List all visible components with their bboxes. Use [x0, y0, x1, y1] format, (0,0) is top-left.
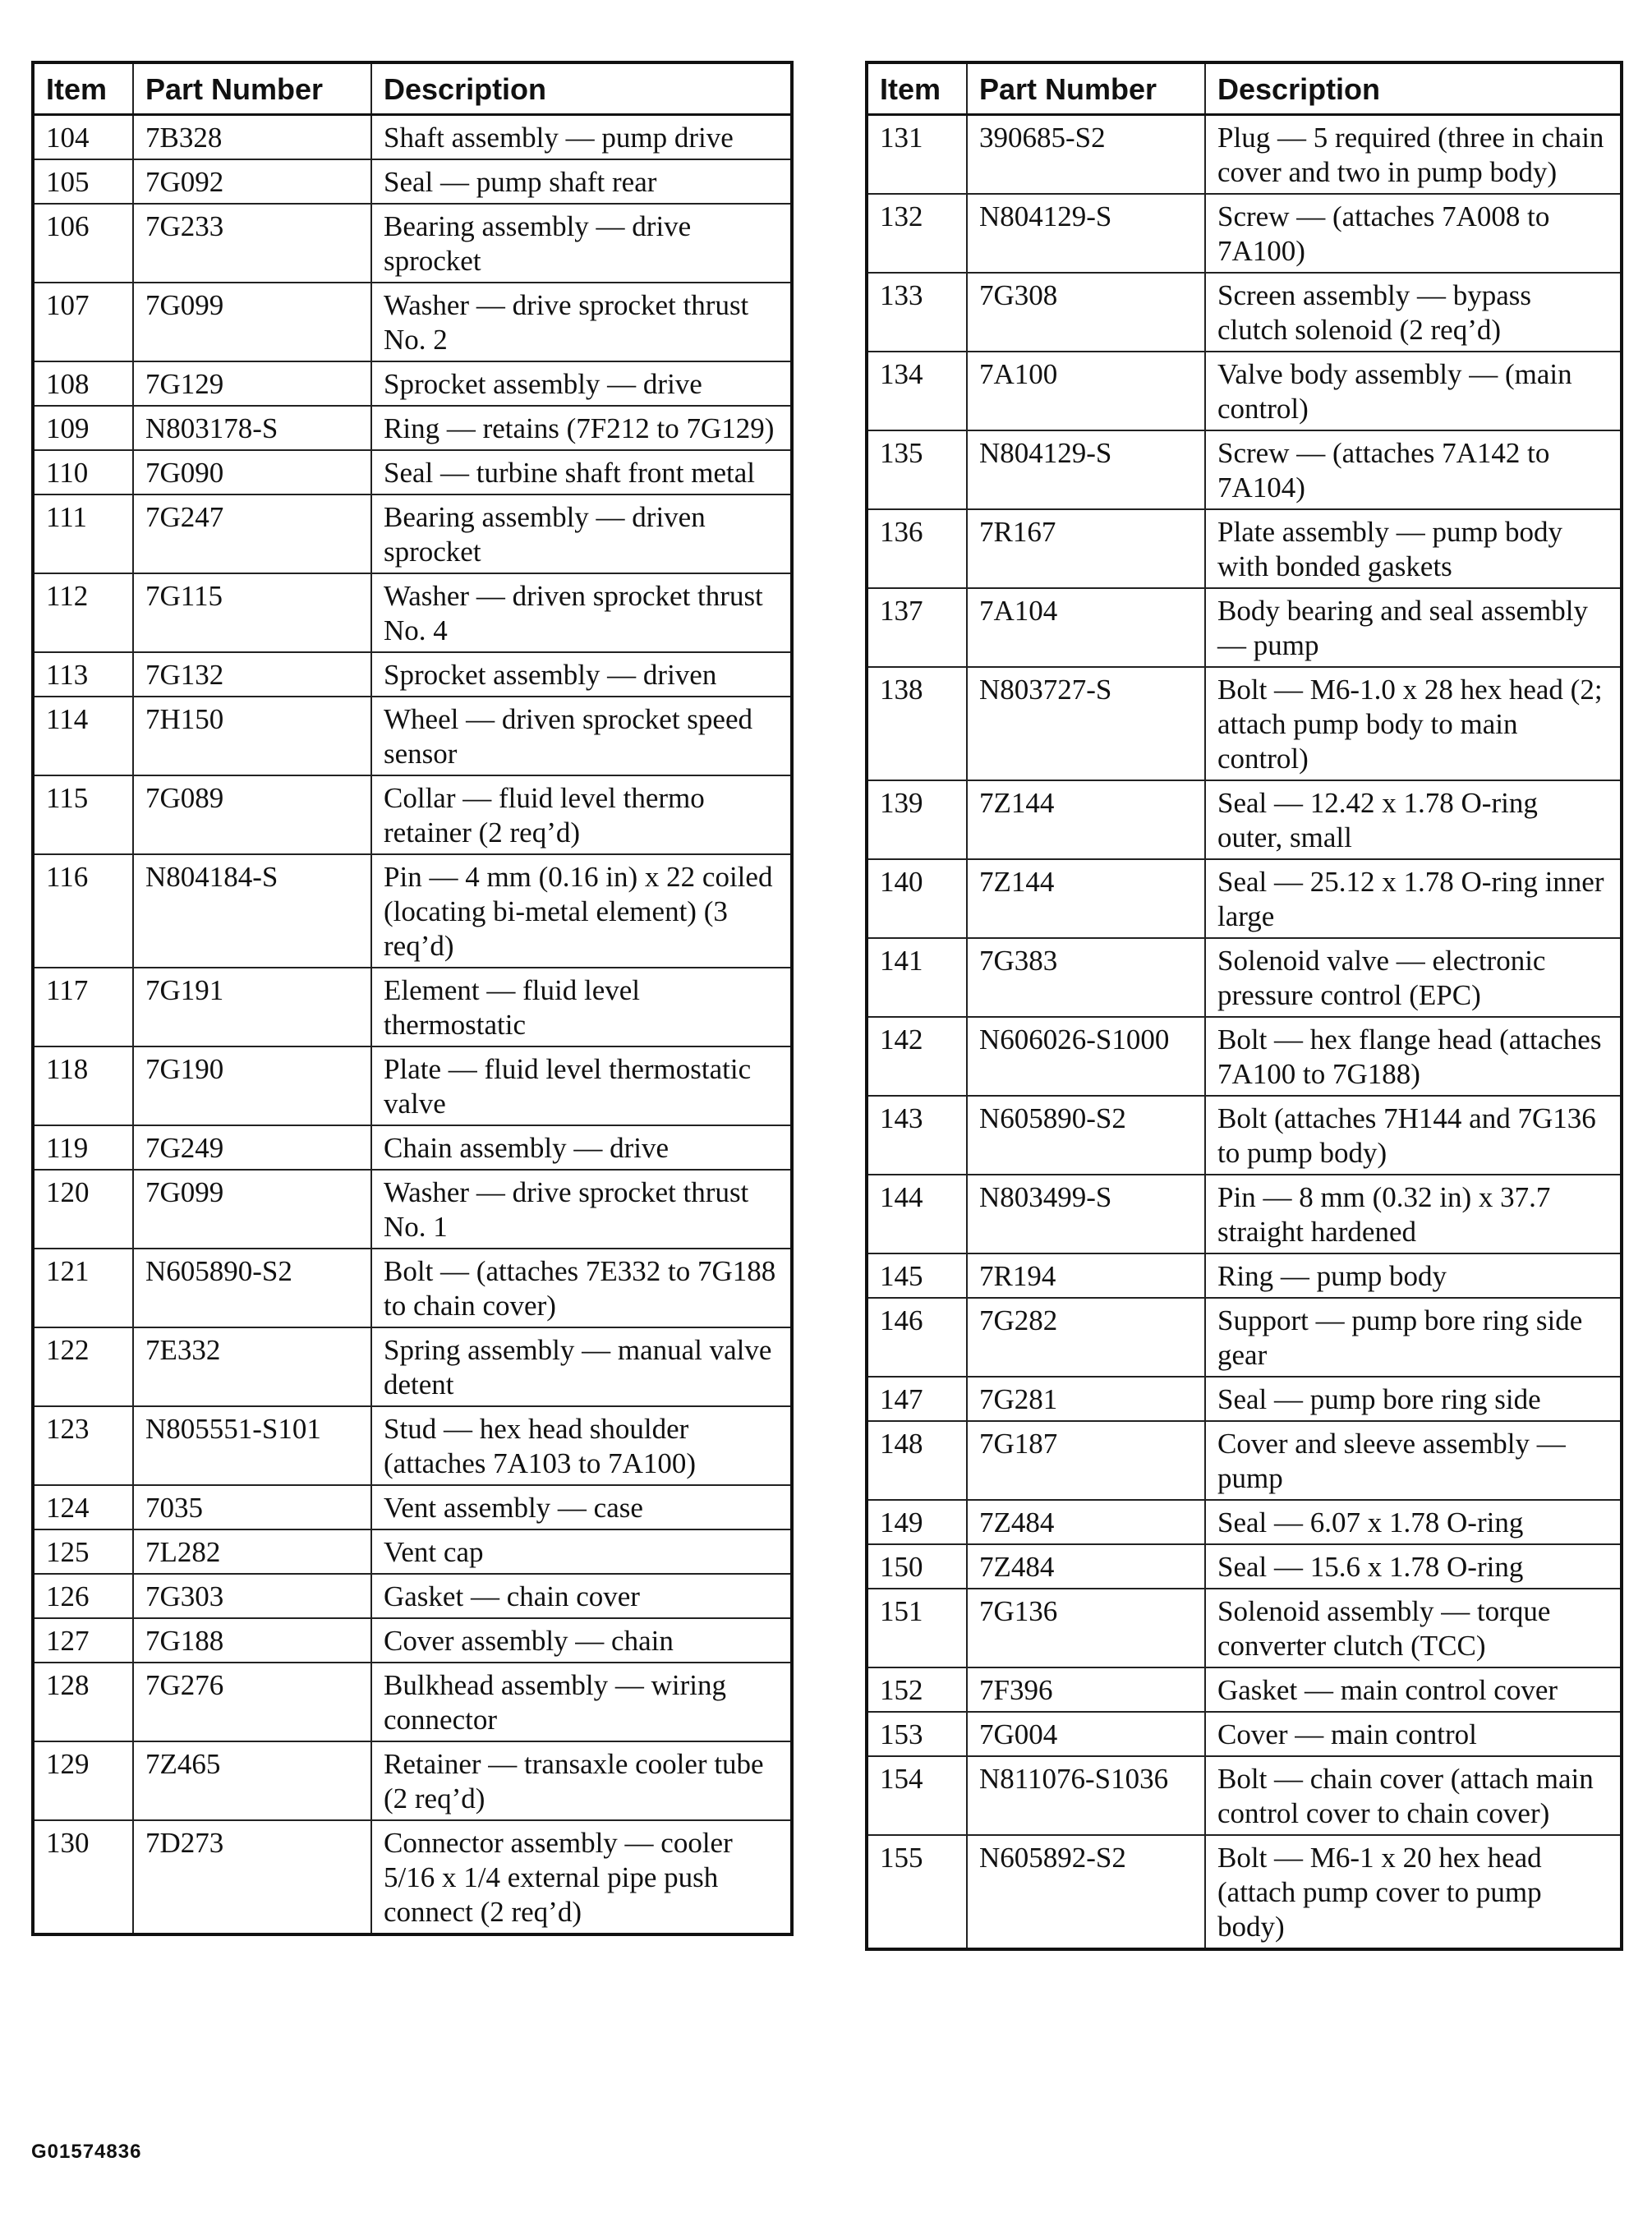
item-number-cell: 124 [33, 1485, 133, 1529]
table-row [33, 1125, 792, 1170]
part-number-cell: N805551-S101 [133, 1406, 371, 1485]
part-number-cell: 7L282 [133, 1529, 371, 1574]
table-row [33, 1046, 792, 1125]
item-number-cell: 154 [867, 1756, 967, 1835]
item-number-cell: 139 [867, 780, 967, 859]
description-cell: Cover assembly — chain [371, 1618, 792, 1663]
part-number-cell: 7G132 [133, 652, 371, 697]
item-number-cell: 120 [33, 1170, 133, 1249]
table-row [867, 1589, 1622, 1667]
part-number-cell: N605892-S2 [967, 1835, 1205, 1949]
description-cell: Screw — (attaches 7A142 to 7A104) [1205, 430, 1622, 509]
item-number-cell: 126 [33, 1574, 133, 1618]
item-number-cell: 125 [33, 1529, 133, 1574]
item-number-cell: 148 [867, 1421, 967, 1500]
description-cell: Shaft assembly — pump drive [371, 115, 792, 160]
item-number-cell: 136 [867, 509, 967, 588]
part-number-cell: 7G249 [133, 1125, 371, 1170]
table-header-row [33, 62, 792, 115]
part-number-cell: 7G233 [133, 204, 371, 283]
table-row [33, 494, 792, 573]
item-number-cell: 131 [867, 115, 967, 195]
item-number-cell: 143 [867, 1096, 967, 1175]
item-number-cell: 107 [33, 283, 133, 361]
item-number-cell: 110 [33, 450, 133, 494]
part-number-cell: 7G247 [133, 494, 371, 573]
table-row [867, 1667, 1622, 1712]
part-number-cell: 7Z144 [967, 859, 1205, 938]
table-row [867, 667, 1622, 780]
description-cell: Body bearing and seal assembly — pump [1205, 588, 1622, 667]
column-header-part-number: Part Number [967, 62, 1205, 115]
table-row [33, 1574, 792, 1618]
table-row [867, 1835, 1622, 1949]
part-number-cell: N804129-S [967, 194, 1205, 273]
description-cell: Ring — pump body [1205, 1253, 1622, 1298]
description-cell: Sprocket assembly — driven [371, 652, 792, 697]
part-number-cell: 7R194 [967, 1253, 1205, 1298]
description-cell: Bolt (attaches 7H144 and 7G136 to pump body) [1205, 1096, 1622, 1175]
description-cell: Bolt — hex flange head (attaches 7A100 to 7G188) [1205, 1017, 1622, 1096]
table-row [33, 361, 792, 406]
item-number-cell: 104 [33, 115, 133, 160]
item-number-cell: 113 [33, 652, 133, 697]
table-row [867, 1096, 1622, 1175]
description-cell: Bolt — chain cover (attach main control cover to chain cover) [1205, 1756, 1622, 1835]
part-number-cell: 7R167 [967, 509, 1205, 588]
table-header-row [867, 62, 1622, 115]
description-cell: Pin — 8 mm (0.32 in) x 37.7 straight hardened [1205, 1175, 1622, 1253]
item-number-cell: 121 [33, 1249, 133, 1327]
item-number-cell: 147 [867, 1377, 967, 1421]
table-row [33, 406, 792, 450]
description-cell: Plate — fluid level thermostatic valve [371, 1046, 792, 1125]
item-number-cell: 114 [33, 697, 133, 775]
part-number-cell: 7G276 [133, 1663, 371, 1741]
item-number-cell: 141 [867, 938, 967, 1017]
column-header-item: Item [33, 62, 133, 115]
table-row [867, 1712, 1622, 1756]
description-cell: Collar — fluid level thermo retainer (2 req’d) [371, 775, 792, 854]
part-number-cell: N803178-S [133, 406, 371, 450]
description-cell: Seal — 25.12 x 1.78 O-ring inner large [1205, 859, 1622, 938]
description-cell: Plate assembly — pump body with bonded gaskets [1205, 509, 1622, 588]
description-cell: Cover — main control [1205, 1712, 1622, 1756]
part-number-cell: 7035 [133, 1485, 371, 1529]
table-row [867, 588, 1622, 667]
description-cell: Chain assembly — drive [371, 1125, 792, 1170]
item-number-cell: 117 [33, 968, 133, 1046]
description-cell: Ring — retains (7F212 to 7G129) [371, 406, 792, 450]
column-header-item: Item [867, 62, 967, 115]
description-cell: Washer — drive sprocket thrust No. 2 [371, 283, 792, 361]
description-cell: Seal — turbine shaft front metal [371, 450, 792, 494]
table-row [33, 697, 792, 775]
item-number-cell: 116 [33, 854, 133, 968]
table-row [867, 1298, 1622, 1377]
part-number-cell: 7E332 [133, 1327, 371, 1406]
item-number-cell: 112 [33, 573, 133, 652]
parts-table-right [865, 61, 1623, 1951]
description-cell: Bulkhead assembly — wiring connector [371, 1663, 792, 1741]
part-number-cell: 7B328 [133, 115, 371, 160]
part-number-cell: 7G115 [133, 573, 371, 652]
table-row [867, 1377, 1622, 1421]
parts-table-left-body [33, 115, 792, 1935]
part-number-cell: 7G004 [967, 1712, 1205, 1756]
part-number-cell: 7Z484 [967, 1500, 1205, 1544]
part-number-cell: 7G303 [133, 1574, 371, 1618]
part-number-cell: 7G281 [967, 1377, 1205, 1421]
description-cell: Gasket — chain cover [371, 1574, 792, 1618]
part-number-cell: N811076-S1036 [967, 1756, 1205, 1835]
part-number-cell: 7G092 [133, 159, 371, 204]
item-number-cell: 106 [33, 204, 133, 283]
part-number-cell: N803499-S [967, 1175, 1205, 1253]
part-number-cell: 7H150 [133, 697, 371, 775]
description-cell: Screw — (attaches 7A008 to 7A100) [1205, 194, 1622, 273]
part-number-cell: 7A104 [967, 588, 1205, 667]
part-number-cell: 7A100 [967, 352, 1205, 430]
description-cell: Plug — 5 required (three in chain cover and two in pump body) [1205, 115, 1622, 195]
part-number-cell: 7G099 [133, 1170, 371, 1249]
description-cell: Seal — pump bore ring side [1205, 1377, 1622, 1421]
part-number-cell: 7Z484 [967, 1544, 1205, 1589]
description-cell: Stud — hex head shoulder (attaches 7A103 to 7A100) [371, 1406, 792, 1485]
item-number-cell: 119 [33, 1125, 133, 1170]
table-row [33, 1820, 792, 1934]
item-number-cell: 123 [33, 1406, 133, 1485]
part-number-cell: 7G383 [967, 938, 1205, 1017]
table-row [33, 115, 792, 160]
description-cell: Spring assembly — manual valve detent [371, 1327, 792, 1406]
column-header-description: Description [371, 62, 792, 115]
item-number-cell: 108 [33, 361, 133, 406]
part-number-cell: 7G282 [967, 1298, 1205, 1377]
table-row [867, 273, 1622, 352]
table-row [33, 1249, 792, 1327]
item-number-cell: 111 [33, 494, 133, 573]
table-row [33, 1170, 792, 1249]
description-cell: Gasket — main control cover [1205, 1667, 1622, 1712]
item-number-cell: 122 [33, 1327, 133, 1406]
table-row [33, 775, 792, 854]
part-number-cell: 7G190 [133, 1046, 371, 1125]
description-cell: Bolt — M6-1.0 x 28 hex head (2; attach pump body to main control) [1205, 667, 1622, 780]
table-row [867, 1017, 1622, 1096]
table-row [33, 204, 792, 283]
table-row [867, 1175, 1622, 1253]
item-number-cell: 115 [33, 775, 133, 854]
part-number-cell: 7G099 [133, 283, 371, 361]
description-cell: Support — pump bore ring side gear [1205, 1298, 1622, 1377]
table-row [33, 159, 792, 204]
table-row [867, 780, 1622, 859]
column-header-description: Description [1205, 62, 1622, 115]
item-number-cell: 140 [867, 859, 967, 938]
part-number-cell: 7F396 [967, 1667, 1205, 1712]
description-cell: Washer — drive sprocket thrust No. 1 [371, 1170, 792, 1249]
table-row [867, 1421, 1622, 1500]
part-number-cell: 7G129 [133, 361, 371, 406]
item-number-cell: 155 [867, 1835, 967, 1949]
table-row [33, 1618, 792, 1663]
description-cell: Seal — 6.07 x 1.78 O-ring [1205, 1500, 1622, 1544]
figure-id: G01574836 [31, 2141, 142, 2163]
item-number-cell: 130 [33, 1820, 133, 1934]
item-number-cell: 128 [33, 1663, 133, 1741]
item-number-cell: 135 [867, 430, 967, 509]
item-number-cell: 109 [33, 406, 133, 450]
description-cell: Wheel — driven sprocket speed sensor [371, 697, 792, 775]
item-number-cell: 145 [867, 1253, 967, 1298]
table-row [33, 1485, 792, 1529]
item-number-cell: 152 [867, 1667, 967, 1712]
part-number-cell: N605890-S2 [133, 1249, 371, 1327]
column-header-part-number: Part Number [133, 62, 371, 115]
table-row [867, 859, 1622, 938]
table-row [867, 1253, 1622, 1298]
description-cell: Bolt — M6-1 x 20 hex head (attach pump cover to pump body) [1205, 1835, 1622, 1949]
description-cell: Element — fluid level thermostatic [371, 968, 792, 1046]
description-cell: Retainer — transaxle cooler tube (2 req’d) [371, 1741, 792, 1820]
part-number-cell: N606026-S1000 [967, 1017, 1205, 1096]
item-number-cell: 127 [33, 1618, 133, 1663]
part-number-cell: N605890-S2 [967, 1096, 1205, 1175]
part-number-cell: N804129-S [967, 430, 1205, 509]
part-number-cell: 7D273 [133, 1820, 371, 1934]
table-row [33, 1663, 792, 1741]
part-number-cell: 390685-S2 [967, 115, 1205, 195]
table-row [867, 1544, 1622, 1589]
parts-table-right-body [867, 115, 1622, 1950]
part-number-cell: 7Z465 [133, 1741, 371, 1820]
table-row [867, 352, 1622, 430]
table-row [867, 938, 1622, 1017]
table-row [867, 194, 1622, 273]
item-number-cell: 151 [867, 1589, 967, 1667]
item-number-cell: 149 [867, 1500, 967, 1544]
description-cell: Vent cap [371, 1529, 792, 1574]
description-cell: Connector assembly — cooler 5/16 x 1/4 external pipe push connect (2 req’d) [371, 1820, 792, 1934]
part-number-cell: 7G089 [133, 775, 371, 854]
description-cell: Valve body assembly — (main control) [1205, 352, 1622, 430]
table-row [867, 430, 1622, 509]
item-number-cell: 138 [867, 667, 967, 780]
description-cell: Vent assembly — case [371, 1485, 792, 1529]
description-cell: Screen assembly — bypass clutch solenoid (2 req’d) [1205, 273, 1622, 352]
part-number-cell: 7G136 [967, 1589, 1205, 1667]
item-number-cell: 137 [867, 588, 967, 667]
item-number-cell: 150 [867, 1544, 967, 1589]
item-number-cell: 146 [867, 1298, 967, 1377]
table-row [867, 1756, 1622, 1835]
item-number-cell: 153 [867, 1712, 967, 1756]
table-row [33, 652, 792, 697]
description-cell: Bolt — (attaches 7E332 to 7G188 to chain cover) [371, 1249, 792, 1327]
item-number-cell: 105 [33, 159, 133, 204]
table-row [867, 115, 1622, 195]
table-row [867, 509, 1622, 588]
part-number-cell: 7G090 [133, 450, 371, 494]
description-cell: Washer — driven sprocket thrust No. 4 [371, 573, 792, 652]
table-row [33, 1741, 792, 1820]
description-cell: Seal — 15.6 x 1.78 O-ring [1205, 1544, 1622, 1589]
item-number-cell: 132 [867, 194, 967, 273]
table-row [33, 1406, 792, 1485]
description-cell: Solenoid assembly — torque converter clutch (TCC) [1205, 1589, 1622, 1667]
description-cell: Seal — 12.42 x 1.78 O-ring outer, small [1205, 780, 1622, 859]
item-number-cell: 144 [867, 1175, 967, 1253]
description-cell: Bearing assembly — driven sprocket [371, 494, 792, 573]
table-row [867, 1500, 1622, 1544]
item-number-cell: 142 [867, 1017, 967, 1096]
item-number-cell: 129 [33, 1741, 133, 1820]
part-number-cell: N804184-S [133, 854, 371, 968]
table-row [33, 1327, 792, 1406]
description-cell: Bearing assembly — drive sprocket [371, 204, 792, 283]
part-number-cell: 7G308 [967, 273, 1205, 352]
table-row [33, 573, 792, 652]
part-number-cell: 7Z144 [967, 780, 1205, 859]
table-row [33, 283, 792, 361]
description-cell: Cover and sleeve assembly — pump [1205, 1421, 1622, 1500]
item-number-cell: 133 [867, 273, 967, 352]
table-row [33, 968, 792, 1046]
table-row [33, 1529, 792, 1574]
description-cell: Seal — pump shaft rear [371, 159, 792, 204]
table-row [33, 450, 792, 494]
description-cell: Pin — 4 mm (0.16 in) x 22 coiled (locating bi-metal element) (3 req’d) [371, 854, 792, 968]
part-number-cell: 7G191 [133, 968, 371, 1046]
description-cell: Sprocket assembly — drive [371, 361, 792, 406]
item-number-cell: 118 [33, 1046, 133, 1125]
part-number-cell: 7G188 [133, 1618, 371, 1663]
part-number-cell: N803727-S [967, 667, 1205, 780]
description-cell: Solenoid valve — electronic pressure control (EPC) [1205, 938, 1622, 1017]
parts-table-left [31, 61, 794, 1936]
table-row [33, 854, 792, 968]
item-number-cell: 134 [867, 352, 967, 430]
part-number-cell: 7G187 [967, 1421, 1205, 1500]
